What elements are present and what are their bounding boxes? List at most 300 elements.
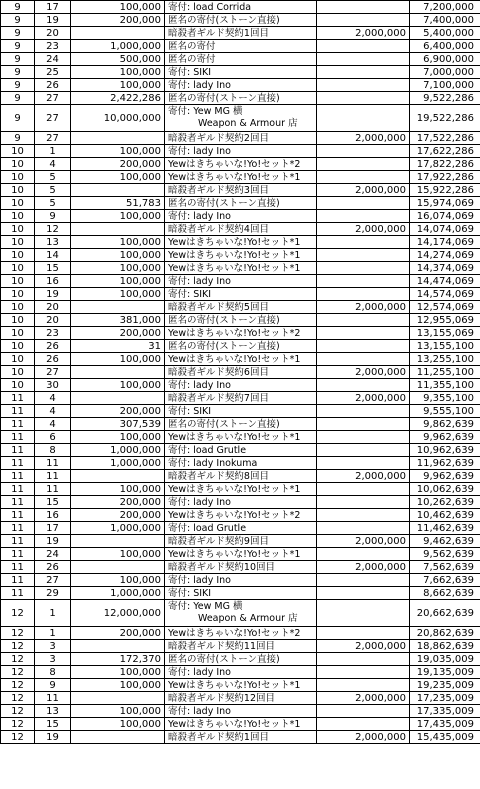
month-cell: 11 [1,535,35,548]
description-cell: 寄付: lady Ino [165,705,317,718]
day-cell: 4 [35,392,71,405]
day-cell: 26 [35,79,71,92]
amount-cell [71,470,165,483]
description-cell: Yewはきちゃいな!Yo!セット*1 [165,548,317,561]
description-cell: 暗殺者ギルド契約4回目 [165,223,317,236]
day-cell: 25 [35,66,71,79]
amount-cell: 100,000 [71,705,165,718]
month-cell: 10 [1,288,35,301]
month-cell: 11 [1,574,35,587]
ledger-row [1,301,480,314]
day-cell: 26 [35,340,71,353]
contract-fee-cell [317,718,410,731]
month-cell: 10 [1,145,35,158]
month-cell: 10 [1,340,35,353]
ledger-row [1,132,480,145]
ledger-row [1,249,480,262]
ledger-row [1,509,480,522]
contract-fee-cell [317,444,410,457]
description-cell: 匿名の寄付(ストーン直接) [165,340,317,353]
contract-fee-cell [317,40,410,53]
month-cell: 12 [1,627,35,640]
amount-cell: 100,000 [71,718,165,731]
month-cell: 11 [1,418,35,431]
amount-cell: 100,000 [71,145,165,158]
description-cell: 寄付: lady Ino [165,379,317,392]
month-cell: 9 [1,66,35,79]
contract-fee-cell: 2,000,000 [317,132,410,145]
ledger-row [1,79,480,92]
month-cell: 12 [1,640,35,653]
description-cell: Yewはきちゃいな!Yo!セット*1 [165,353,317,366]
day-cell: 5 [35,197,71,210]
balance-cell: 9,962,639 [410,470,480,483]
amount-cell: 200,000 [71,509,165,522]
ledger-row [1,535,480,548]
day-cell: 11 [35,483,71,496]
ledger-row [1,548,480,561]
ledger-row [1,522,480,535]
amount-cell: 500,000 [71,53,165,66]
balance-cell: 10,962,639 [410,444,480,457]
description-cell: Yewはきちゃいな!Yo!セット*2 [165,327,317,340]
contract-fee-cell [317,236,410,249]
month-cell: 11 [1,483,35,496]
description-cell: 寄付: SIKI [165,405,317,418]
contract-fee-cell [317,405,410,418]
month-cell: 10 [1,210,35,223]
description-cell: Yewはきちゃいな!Yo!セット*2 [165,509,317,522]
description-cell: Yewはきちゃいな!Yo!セット*1 [165,249,317,262]
day-cell: 19 [35,288,71,301]
amount-cell: 100,000 [71,262,165,275]
amount-cell: 200,000 [71,496,165,509]
contract-fee-cell [317,314,410,327]
amount-cell: 307,539 [71,418,165,431]
day-cell: 17 [35,1,71,14]
ledger-row [1,197,480,210]
day-cell: 20 [35,27,71,40]
description-cell: 寄付: lady Ino [165,145,317,158]
day-cell: 24 [35,548,71,561]
amount-cell: 100,000 [71,666,165,679]
balance-cell: 9,862,639 [410,418,480,431]
month-cell: 10 [1,236,35,249]
ledger-row [1,627,480,640]
balance-cell: 7,100,000 [410,79,480,92]
amount-cell: 100,000 [71,431,165,444]
description-cell: 暗殺者ギルド契約11回目 [165,640,317,653]
month-cell: 11 [1,587,35,600]
month-cell: 9 [1,92,35,105]
day-cell: 8 [35,444,71,457]
contract-fee-cell [317,574,410,587]
ledger-row [1,574,480,587]
month-cell: 9 [1,79,35,92]
balance-cell: 10,462,639 [410,509,480,522]
day-cell: 3 [35,640,71,653]
amount-cell: 100,000 [71,679,165,692]
ledger-row [1,262,480,275]
description-cell [165,600,317,627]
ledger-row [1,314,480,327]
amount-cell: 100,000 [71,236,165,249]
description-cell: Yewはきちゃいな!Yo!セット*1 [165,171,317,184]
description-cell: 暗殺者ギルド契約3回目 [165,184,317,197]
month-cell: 10 [1,314,35,327]
balance-cell: 17,822,286 [410,158,480,171]
month-cell: 11 [1,457,35,470]
contract-fee-cell [317,1,410,14]
ledger-row [1,236,480,249]
contract-fee-cell [317,666,410,679]
description-cell: 匿名の寄付(ストーン直接) [165,653,317,666]
balance-cell: 8,662,639 [410,587,480,600]
description-cell: 寄付: lady Ino [165,496,317,509]
amount-cell [71,535,165,548]
amount-cell [71,692,165,705]
month-cell: 10 [1,262,35,275]
ledger-row [1,640,480,653]
amount-cell: 1,000,000 [71,522,165,535]
contract-fee-cell [317,431,410,444]
amount-cell: 100,000 [71,66,165,79]
description-cell: 寄付: SIKI [165,587,317,600]
description-cell: 匿名の寄付(ストーン直接) [165,14,317,27]
amount-cell: 1,000,000 [71,457,165,470]
description-cell: 匿名の寄付(ストーン直接) [165,92,317,105]
description-cell: 寄付: load Grutle [165,522,317,535]
contract-fee-cell [317,171,410,184]
day-cell: 3 [35,653,71,666]
amount-cell: 1,000,000 [71,444,165,457]
ledger-row [1,600,480,627]
day-cell: 17 [35,522,71,535]
amount-cell [71,301,165,314]
contract-fee-cell [317,158,410,171]
balance-cell: 15,922,286 [410,184,480,197]
month-cell: 11 [1,561,35,574]
day-cell: 23 [35,40,71,53]
month-cell: 11 [1,392,35,405]
contract-fee-cell [317,379,410,392]
balance-cell: 9,522,286 [410,92,480,105]
description-cell: Yewはきちゃいな!Yo!セット*1 [165,483,317,496]
contract-fee-cell [317,418,410,431]
month-cell: 10 [1,171,35,184]
month-cell: 12 [1,731,35,744]
contract-fee-cell [317,705,410,718]
amount-cell: 100,000 [71,1,165,14]
ledger-row [1,561,480,574]
ledger-row [1,105,480,132]
contract-fee-cell [317,509,410,522]
ledger-row [1,679,480,692]
balance-cell: 5,400,000 [410,27,480,40]
amount-cell: 100,000 [71,249,165,262]
balance-cell: 17,335,009 [410,705,480,718]
balance-cell: 19,135,009 [410,666,480,679]
month-cell: 9 [1,27,35,40]
amount-cell [71,366,165,379]
balance-cell: 18,862,639 [410,640,480,653]
day-cell: 9 [35,679,71,692]
day-cell: 5 [35,171,71,184]
month-cell: 11 [1,405,35,418]
description-cell: 匿名の寄付(ストーン直接) [165,418,317,431]
contract-fee-cell [317,587,410,600]
month-cell: 10 [1,301,35,314]
day-cell: 20 [35,301,71,314]
balance-cell: 6,900,000 [410,53,480,66]
day-cell: 29 [35,587,71,600]
amount-cell: 172,370 [71,653,165,666]
description-cell: 寄付: SIKI [165,288,317,301]
description-line-1: 寄付: Yew MG 横 [168,601,243,612]
day-cell: 4 [35,158,71,171]
ledger-row [1,27,480,40]
balance-cell: 7,562,639 [410,561,480,574]
description-line-1: 寄付: Yew MG 横 [168,106,243,117]
description-cell: Yewはきちゃいな!Yo!セット*1 [165,679,317,692]
amount-cell [71,392,165,405]
contract-fee-cell: 2,000,000 [317,640,410,653]
contract-fee-cell: 2,000,000 [317,366,410,379]
contract-fee-cell: 2,000,000 [317,470,410,483]
month-cell: 10 [1,353,35,366]
ledger-row [1,731,480,744]
month-cell: 9 [1,40,35,53]
balance-cell: 19,235,009 [410,679,480,692]
ledger-row [1,40,480,53]
amount-cell: 100,000 [71,171,165,184]
ledger-row [1,470,480,483]
contract-fee-cell [317,145,410,158]
amount-cell: 100,000 [71,288,165,301]
contract-fee-cell [317,275,410,288]
amount-cell: 100,000 [71,548,165,561]
day-cell: 24 [35,53,71,66]
balance-cell: 14,374,069 [410,262,480,275]
day-cell: 27 [35,105,71,132]
ledger-row [1,353,480,366]
balance-cell: 9,562,639 [410,548,480,561]
description-cell: 寄付: lady Ino [165,210,317,223]
day-cell: 14 [35,249,71,262]
amount-cell: 100,000 [71,79,165,92]
month-cell: 12 [1,692,35,705]
contract-fee-cell [317,483,410,496]
day-cell: 15 [35,262,71,275]
balance-cell: 17,522,286 [410,132,480,145]
contract-fee-cell: 2,000,000 [317,27,410,40]
amount-cell: 100,000 [71,379,165,392]
day-cell: 4 [35,405,71,418]
ledger-row [1,171,480,184]
balance-cell: 10,062,639 [410,483,480,496]
contract-fee-cell: 2,000,000 [317,692,410,705]
balance-cell: 13,155,069 [410,327,480,340]
description-cell: 寄付: lady Inokuma [165,457,317,470]
amount-cell: 100,000 [71,353,165,366]
month-cell: 12 [1,666,35,679]
description-cell: 匿名の寄付(ストーン直接) [165,197,317,210]
ledger-row [1,223,480,236]
contract-fee-cell [317,653,410,666]
month-cell: 11 [1,470,35,483]
description-cell: 寄付: SIKI [165,66,317,79]
amount-cell: 200,000 [71,405,165,418]
balance-cell: 15,435,009 [410,731,480,744]
contract-fee-cell: 2,000,000 [317,184,410,197]
month-cell: 11 [1,444,35,457]
amount-cell: 100,000 [71,574,165,587]
contract-fee-cell: 2,000,000 [317,731,410,744]
amount-cell: 2,422,286 [71,92,165,105]
balance-cell: 13,255,100 [410,353,480,366]
amount-cell: 12,000,000 [71,600,165,627]
balance-cell: 16,074,069 [410,210,480,223]
amount-cell [71,223,165,236]
day-cell: 13 [35,236,71,249]
ledger-row [1,483,480,496]
month-cell: 10 [1,249,35,262]
description-cell: 暗殺者ギルド契約7回目 [165,392,317,405]
description-cell: 寄付: load Grutle [165,444,317,457]
contract-fee-cell [317,14,410,27]
ledger-row [1,53,480,66]
balance-cell: 17,922,286 [410,171,480,184]
contract-fee-cell: 2,000,000 [317,223,410,236]
description-cell: 寄付: lady Ino [165,79,317,92]
day-cell: 19 [35,535,71,548]
month-cell: 10 [1,197,35,210]
ledger-row [1,418,480,431]
amount-cell [71,132,165,145]
balance-cell: 20,662,639 [410,600,480,627]
contract-fee-cell [317,457,410,470]
month-cell: 12 [1,705,35,718]
day-cell: 15 [35,496,71,509]
contract-fee-cell: 2,000,000 [317,535,410,548]
amount-cell: 381,000 [71,314,165,327]
description-line-2: Weapon & Armour 店 [198,613,298,624]
ledger-row [1,288,480,301]
day-cell: 12 [35,223,71,236]
contract-fee-cell [317,627,410,640]
day-cell: 27 [35,92,71,105]
balance-cell: 7,000,000 [410,66,480,79]
ledger-row [1,366,480,379]
balance-cell: 6,400,000 [410,40,480,53]
balance-cell: 7,200,000 [410,1,480,14]
day-cell: 23 [35,327,71,340]
day-cell: 11 [35,692,71,705]
contract-fee-cell [317,197,410,210]
month-cell: 12 [1,600,35,627]
ledger-body [1,1,480,744]
description-cell: 暗殺者ギルド契約1回目 [165,27,317,40]
balance-cell: 9,355,100 [410,392,480,405]
month-cell: 11 [1,509,35,522]
ledger-row [1,705,480,718]
description-cell: 寄付: load Corrida [165,1,317,14]
balance-cell: 17,622,286 [410,145,480,158]
amount-cell: 51,783 [71,197,165,210]
ledger-row [1,1,480,14]
description-cell: Yewはきちゃいな!Yo!セット*2 [165,158,317,171]
day-cell: 19 [35,14,71,27]
amount-cell: 200,000 [71,14,165,27]
contract-fee-cell [317,262,410,275]
balance-cell: 17,435,009 [410,718,480,731]
ledger-row [1,587,480,600]
ledger-row [1,405,480,418]
day-cell: 19 [35,731,71,744]
balance-cell: 12,574,069 [410,301,480,314]
contract-fee-cell: 2,000,000 [317,561,410,574]
ledger-row [1,210,480,223]
ledger-row [1,184,480,197]
ledger-row [1,718,480,731]
balance-cell: 11,962,639 [410,457,480,470]
contract-fee-cell [317,92,410,105]
day-cell: 1 [35,600,71,627]
ledger-row [1,653,480,666]
balance-cell: 7,400,000 [410,14,480,27]
day-cell: 8 [35,666,71,679]
month-cell: 11 [1,522,35,535]
month-cell: 9 [1,105,35,132]
amount-cell: 100,000 [71,275,165,288]
ledger-row [1,457,480,470]
month-cell: 10 [1,158,35,171]
day-cell: 11 [35,457,71,470]
day-cell: 27 [35,366,71,379]
month-cell: 11 [1,496,35,509]
balance-cell: 11,355,100 [410,379,480,392]
description-line-2: Weapon & Armour 店 [198,118,298,129]
description-cell: 暗殺者ギルド契約1回目 [165,731,317,744]
balance-cell: 15,974,069 [410,197,480,210]
month-cell: 11 [1,431,35,444]
description-cell: 寄付: lady Ino [165,666,317,679]
day-cell: 26 [35,353,71,366]
month-cell: 11 [1,548,35,561]
month-cell: 10 [1,223,35,236]
day-cell: 13 [35,705,71,718]
balance-cell: 14,474,069 [410,275,480,288]
day-cell: 4 [35,418,71,431]
contract-fee-cell: 2,000,000 [317,301,410,314]
ledger-row [1,92,480,105]
day-cell: 1 [35,145,71,158]
amount-cell: 200,000 [71,627,165,640]
month-cell: 10 [1,366,35,379]
description-cell: 暗殺者ギルド契約5回目 [165,301,317,314]
ledger-row [1,327,480,340]
day-cell: 16 [35,275,71,288]
description-cell: 暗殺者ギルド契約9回目 [165,535,317,548]
description-cell: 暗殺者ギルド契約2回目 [165,132,317,145]
description-cell: 暗殺者ギルド契約6回目 [165,366,317,379]
description-cell: Yewはきちゃいな!Yo!セット*1 [165,718,317,731]
balance-cell: 14,574,069 [410,288,480,301]
balance-cell: 12,955,069 [410,314,480,327]
day-cell: 20 [35,314,71,327]
day-cell: 27 [35,574,71,587]
ledger-row [1,158,480,171]
